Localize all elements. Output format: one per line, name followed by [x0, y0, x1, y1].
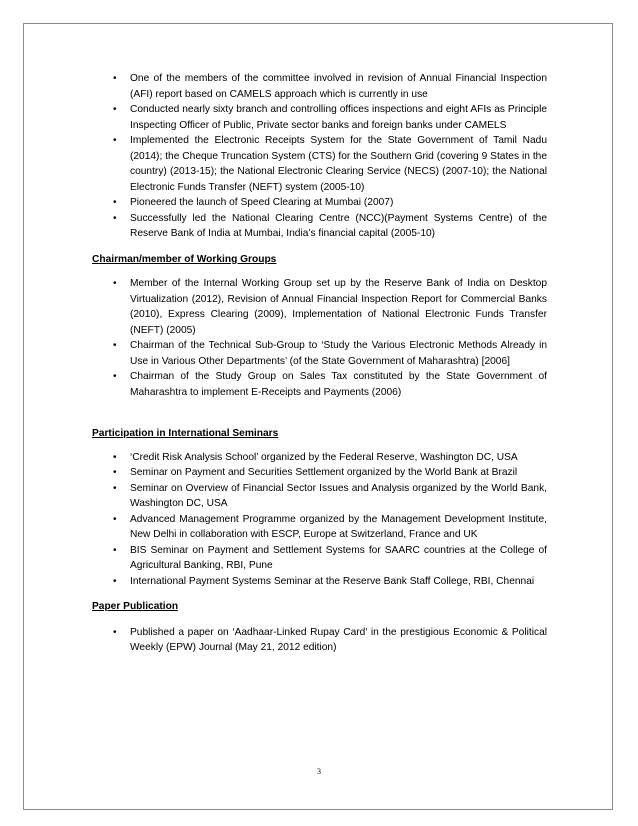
bullet-icon: •	[113, 104, 117, 115]
seminars-list	[92, 450, 547, 590]
publication-heading: Paper Publication	[92, 601, 179, 612]
bullet-icon: •	[113, 212, 117, 224]
list-item: • Member of the Internal Working Group set up by the Reserve Bank of India on Desktop Virtualization (2012), Revision of Annual Financial Inspection Report for Commercial Banks (2010), Express Clearing (2009), Implementation of National Electronic Funds Transfer (NEFT) (2005)	[113, 278, 547, 336]
bullet-icon: •	[113, 340, 117, 351]
bullet-icon: •	[113, 575, 117, 587]
bullet-icon: •	[113, 135, 117, 146]
list-item: • Seminar on Overview of Financial Sector Issues and Analysis organized by the World Bank, Washington DC, USA	[113, 482, 547, 509]
working-groups-heading: Chairman/member of Working Groups	[92, 253, 277, 265]
list-item: • Successfully led the National Clearing Centre (NCC)(Payment Systems Centre) of the Reserve Bank of India at Mumbai, India’s financial capital (2005-10)	[113, 212, 547, 239]
bullet-icon: •	[113, 371, 117, 382]
document-body	[92, 71, 547, 656]
list-item: • Chairman of the Technical Sub-Group to ‘Study the Various Electronic Methods Already in Use in Various Other Departments’ (of the State Government of Maharashtra) [2006]	[113, 340, 547, 367]
bullet-icon: •	[113, 544, 117, 556]
working-groups-list	[92, 276, 547, 400]
list-item: • Conducted nearly sixty branch and controlling offices inspections and eight AFIs as Principle Inspecting Officer of Public, Private sector banks and foreign banks under CAMELS	[113, 104, 547, 131]
list-item: • Seminar on Payment and Securities Settlement organized by the World Bank at Brazil	[92, 465, 547, 481]
bullet-icon: •	[113, 197, 117, 208]
list-item: • Advanced Management Programme organized by the Management Development Institute, New Delhi in collaboration with ESCP, Europe at Switzerland, France and UK	[113, 513, 547, 540]
intro-bullet-list	[92, 71, 547, 242]
bullet-icon: •	[113, 626, 117, 638]
bullet-icon: •	[113, 73, 117, 84]
list-item: • Pioneered the launch of Speed Clearing at Mumbai (2007)	[92, 195, 547, 211]
list-item: • ‘Credit Risk Analysis School’ organized by the Federal Reserve, Washington DC, USA	[92, 450, 547, 466]
publication-list	[92, 625, 547, 656]
list-item: • Chairman of the Study Group on Sales Tax constituted by the State Government of Maharashtra to implement E-Receipts and Payments (2006)	[113, 371, 547, 398]
list-item: • BIS Seminar on Payment and Settlement Systems for SAARC countries at the College of Agricultural Banking, RBI, Pune	[113, 544, 547, 571]
list-item: • International Payment Systems Seminar at the Reserve Bank Staff College, RBI, Chennai	[92, 574, 547, 590]
list-item: • Published a paper on ‘Aadhaar-Linked Rupay Card’ in the prestigious Economic & Political Weekly (EPW) Journal (May 21, 2012 edition)	[113, 626, 547, 653]
seminars-heading: Participation in International Seminars	[92, 428, 279, 439]
list-item: • Implemented the Electronic Receipts System for the State Government of Tamil Nadu (2014); the Cheque Truncation System (CTS) for the Southern Grid (covering 9 States in the country) (2013-15); the National Electronic Clearing Service (NECS) (2007-10); the National Electronic Funds Transfer (NEFT) system (2005-10)	[113, 135, 547, 193]
bullet-icon: •	[113, 467, 117, 478]
bullet-icon: •	[113, 513, 117, 525]
list-item: • One of the members of the committee involved in revision of Annual Financial Inspection (AFI) report based on CAMELS approach which is currently in use	[113, 73, 547, 100]
bullet-icon: •	[113, 278, 117, 289]
page-number: 3	[317, 767, 321, 776]
bullet-icon: •	[113, 482, 117, 494]
bullet-icon: •	[113, 451, 117, 463]
